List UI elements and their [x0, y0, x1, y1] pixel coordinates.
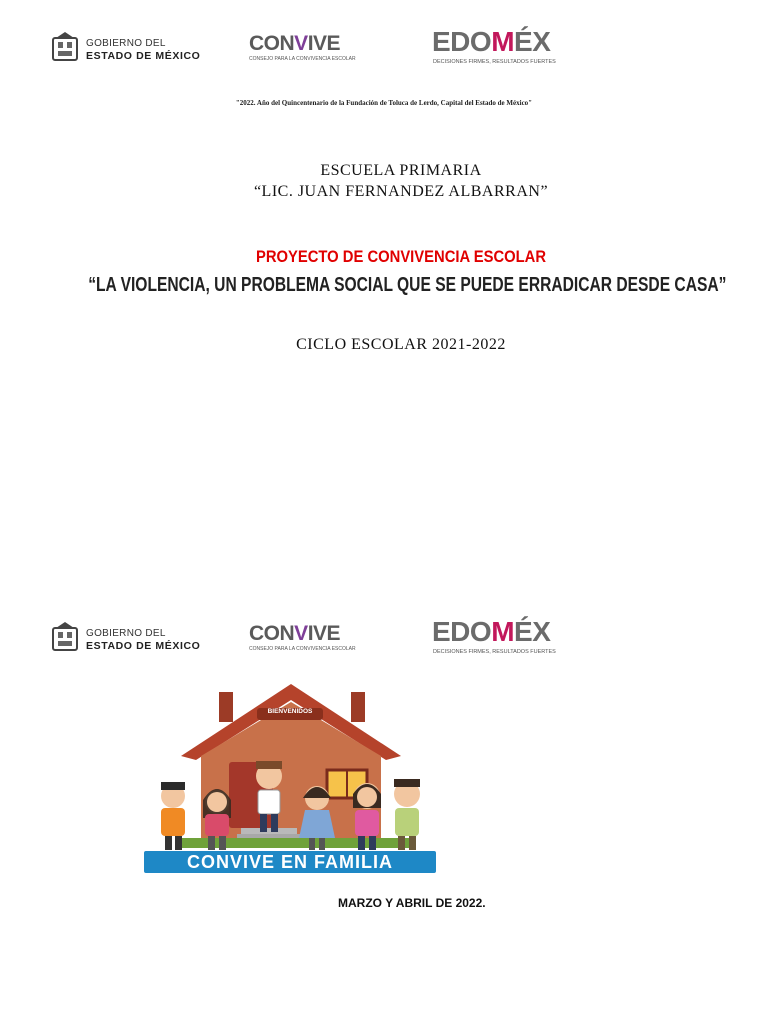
- edomex-tagline: DECISIONES FIRMES, RESULTADOS FUERTES: [433, 649, 556, 655]
- banner-text: CONVIVE EN FAMILIA: [186, 852, 393, 872]
- school-name: “LIC. JUAN FERNANDEZ ALBARRAN”: [253, 183, 549, 200]
- convive-familia-banner: [144, 851, 436, 873]
- edomex-logo: [432, 26, 562, 70]
- project-title: “LA VIOLENCIA, UN PROBLEMA SOCIAL QUE SE PUEDE ERRADICAR DESDE CASA”: [88, 274, 727, 296]
- convive-tagline: CONSEJO PARA LA CONVIVENCIA ESCOLAR: [249, 56, 356, 62]
- header-logos: [0, 26, 768, 74]
- gobierno-logo: [50, 30, 210, 66]
- convive-tagline: CONSEJO PARA LA CONVIVENCIA ESCOLAR: [249, 646, 356, 652]
- gobierno-line1: GOBIERNO DEL: [86, 38, 166, 49]
- convive-wordmark: CONVIVE: [249, 32, 341, 55]
- gobierno-line1: GOBIERNO DEL: [86, 628, 166, 639]
- welcome-sign: BIENVENIDOS: [267, 708, 313, 715]
- gobierno-line2: ESTADO DE MÉXICO: [86, 50, 201, 62]
- school-type: ESCUELA PRIMARIA: [320, 162, 482, 179]
- family-house-illustration: [141, 678, 441, 878]
- project-date: MARZO Y ABRIL DE 2022.: [338, 896, 486, 910]
- edomex-wordmark: EDOMÉX: [432, 616, 551, 647]
- edomex-wordmark: EDOMÉX: [432, 26, 551, 57]
- house-drawing: [141, 678, 441, 856]
- footer-logos: [0, 616, 768, 664]
- state-seal-icon: [50, 30, 80, 62]
- edomex-logo: [432, 616, 562, 660]
- project-label: PROYECTO DE CONVIVENCIA ESCOLAR: [255, 247, 547, 266]
- motto-text: "2022. Año del Quincentenario de la Fundación de Toluca de Lerdo, Capital del Estado de México": [235, 99, 533, 107]
- gobierno-line2: ESTADO DE MÉXICO: [86, 640, 201, 652]
- convive-wordmark: CONVIVE: [249, 622, 341, 645]
- school-heading: [0, 160, 768, 202]
- state-seal-icon: [50, 620, 80, 652]
- gobierno-logo: [50, 620, 210, 656]
- convive-logo: [249, 622, 356, 658]
- convive-logo: [249, 32, 356, 68]
- edomex-tagline: DECISIONES FIRMES, RESULTADOS FUERTES: [433, 59, 556, 65]
- school-cycle: CICLO ESCOLAR 2021-2022: [296, 336, 506, 353]
